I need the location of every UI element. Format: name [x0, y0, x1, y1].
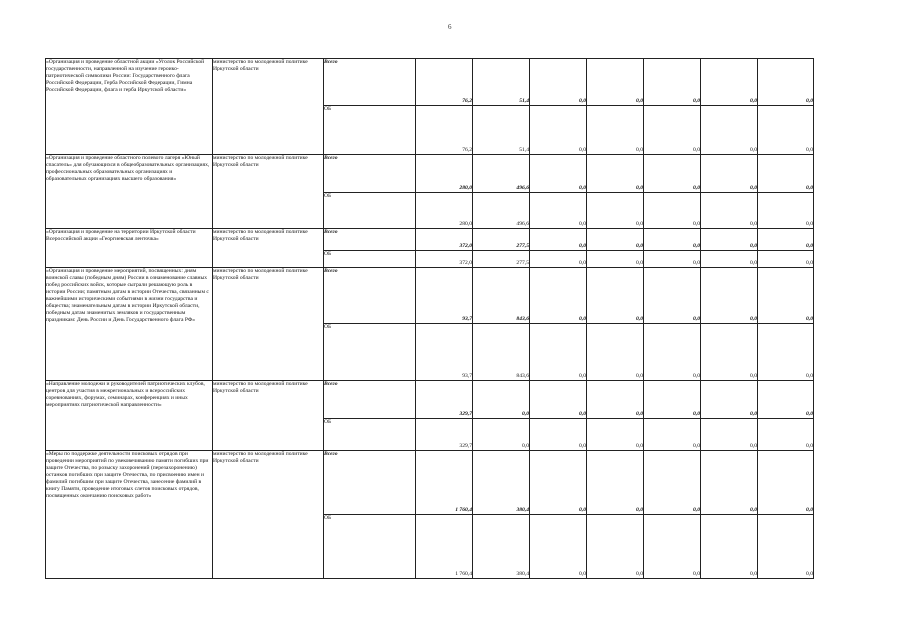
value-cell-total: 0,0	[758, 59, 814, 106]
value-cell-ob: 0,0	[587, 324, 644, 381]
value-cell-total: 0,0	[644, 381, 701, 419]
value-cell-ob: 0,0	[530, 515, 587, 579]
table-row-total	[46, 229, 814, 251]
value-cell-total: 0,0	[701, 229, 758, 251]
funding-source-ob: ОБ	[324, 106, 416, 155]
value-cell-total: 0,0	[587, 155, 644, 193]
value-cell-total: 0,0	[644, 268, 701, 324]
value-cell-total: 0,0	[587, 59, 644, 106]
executor-cell: министерство по молодежной политике Иркутской области	[213, 268, 324, 381]
value-cell-total: 0,0	[644, 451, 701, 515]
value-cell-total: 1 760,4	[416, 451, 473, 515]
funding-source-total: Всего	[324, 451, 416, 515]
value-cell-ob: 0,0	[644, 193, 701, 229]
value-cell-total: 329,7	[416, 381, 473, 419]
value-cell-ob: 0,0	[530, 251, 587, 268]
value-cell-total: 76,2	[416, 59, 473, 106]
value-cell-ob: 277,5	[473, 251, 530, 268]
value-cell-ob: 0,0	[701, 419, 758, 451]
value-cell-ob: 0,0	[644, 515, 701, 579]
value-cell-ob: 0,0	[758, 251, 814, 268]
value-cell-ob: 51,4	[473, 106, 530, 155]
value-cell-total: 0,0	[530, 59, 587, 106]
event-name-cell: «Организация и проведение на территории Иркутской области Всероссийской акции «Георгиевская ленточка»	[46, 229, 213, 268]
value-cell-ob: 0,0	[644, 324, 701, 381]
value-cell-ob: 0,0	[587, 515, 644, 579]
table-row-total	[46, 381, 814, 419]
value-cell-total: 0,0	[587, 268, 644, 324]
funding-source-ob: ОБ	[324, 251, 416, 268]
table-row-total	[46, 451, 814, 515]
value-cell-ob: 93,7	[416, 324, 473, 381]
event-name-cell: «Направление молодежи и руководителей патриотических клубов, центров для участия в межрегиональных и всероссийских соревнованиях, форумах, семинарах, конференциях и иных мероприятиях патриотической направленности»	[46, 381, 213, 451]
value-cell-ob: 0,0	[530, 193, 587, 229]
value-cell-ob: 0,0	[587, 419, 644, 451]
value-cell-total: 0,0	[644, 229, 701, 251]
value-cell-total: 0,0	[587, 451, 644, 515]
value-cell-ob: 380,4	[473, 515, 530, 579]
value-cell-total: 0,0	[701, 59, 758, 106]
value-cell-ob: 0,0	[701, 193, 758, 229]
value-cell-total: 380,4	[473, 451, 530, 515]
value-cell-ob: 0,0	[701, 106, 758, 155]
value-cell-total: 0,0	[701, 155, 758, 193]
value-cell-ob: 0,0	[587, 193, 644, 229]
value-cell-total: 496,6	[473, 155, 530, 193]
value-cell-ob: 280,0	[416, 193, 473, 229]
funding-source-total: Всего	[324, 381, 416, 419]
table-row-total	[46, 59, 814, 106]
value-cell-total: 0,0	[758, 155, 814, 193]
value-cell-ob: 0,0	[758, 106, 814, 155]
value-cell-total: 0,0	[530, 268, 587, 324]
value-cell-ob: 0,0	[587, 106, 644, 155]
funding-source-ob: ОБ	[324, 193, 416, 229]
value-cell-total: 277,5	[473, 229, 530, 251]
table-row-total	[46, 268, 814, 324]
budget-table	[45, 58, 814, 579]
value-cell-ob: 496,6	[473, 193, 530, 229]
value-cell-total: 93,7	[416, 268, 473, 324]
value-cell-total: 0,0	[758, 451, 814, 515]
funding-source-total: Всего	[324, 59, 416, 106]
executor-cell: министерство по молодежной политике Иркутской области	[213, 229, 324, 268]
funding-source-total: Всего	[324, 155, 416, 193]
event-name-cell: «Меры по поддержке деятельности поисковых отрядов при проведении мероприятий по увековечиванию памяти погибших при защите Отечества, по розыску захоронений (перезахоронению) останков погибших при защите Отечества, по присвоению имен и фамилий погибшим при защите Отечества, занесение фамилий в книгу Памяти, проведение итоговых слетов поисковых отрядов, посвященных окончанию поисковых работ»	[46, 451, 213, 579]
funding-source-ob: ОБ	[324, 419, 416, 451]
value-cell-total: 843,6	[473, 268, 530, 324]
value-cell-ob: 1 760,4	[416, 515, 473, 579]
value-cell-ob: 0,0	[644, 419, 701, 451]
value-cell-total: 0,0	[644, 59, 701, 106]
value-cell-ob: 0,0	[644, 106, 701, 155]
value-cell-ob: 0,0	[530, 324, 587, 381]
value-cell-ob: 0,0	[758, 193, 814, 229]
value-cell-total: 0,0	[701, 268, 758, 324]
value-cell-ob: 0,0	[644, 251, 701, 268]
value-cell-ob: 76,2	[416, 106, 473, 155]
value-cell-ob: 372,0	[416, 251, 473, 268]
value-cell-ob: 0,0	[587, 251, 644, 268]
funding-source-ob: ОБ	[324, 515, 416, 579]
value-cell-total: 51,4	[473, 59, 530, 106]
event-name-cell: «Организация и проведение областной акции «Уголок Российской государственности, направленной на изучение героико-патриотической символики России: Государственного флага Российской Федерации, Герба Российской Федерации, Гимна Российской Федерации, флага и герба Иркутской области»	[46, 59, 213, 155]
value-cell-ob: 0,0	[701, 324, 758, 381]
value-cell-total: 0,0	[644, 155, 701, 193]
value-cell-total: 0,0	[587, 381, 644, 419]
value-cell-ob: 0,0	[758, 419, 814, 451]
value-cell-total: 372,0	[416, 229, 473, 251]
value-cell-total: 0,0	[473, 381, 530, 419]
funding-source-total: Всего	[324, 268, 416, 324]
value-cell-total: 0,0	[530, 381, 587, 419]
value-cell-ob: 0,0	[758, 324, 814, 381]
value-cell-ob: 0,0	[530, 419, 587, 451]
value-cell-total: 0,0	[587, 229, 644, 251]
funding-source-total: Всего	[324, 229, 416, 251]
value-cell-total: 0,0	[758, 229, 814, 251]
value-cell-ob: 0,0	[701, 515, 758, 579]
value-cell-ob: 329,7	[416, 419, 473, 451]
page-number: 6	[448, 23, 452, 31]
value-cell-total: 0,0	[701, 451, 758, 515]
value-cell-total: 0,0	[758, 268, 814, 324]
value-cell-total: 0,0	[701, 381, 758, 419]
executor-cell: министерство по молодежной политике Иркутской области	[213, 59, 324, 155]
value-cell-ob: 0,0	[473, 419, 530, 451]
executor-cell: министерство по молодежной политике Иркутской области	[213, 381, 324, 451]
funding-source-ob: ОБ	[324, 324, 416, 381]
executor-cell: министерство по молодежной политике Иркутской области	[213, 155, 324, 229]
executor-cell: министерство по молодежной политике Иркутской области	[213, 451, 324, 579]
event-name-cell: «Организация и проведение мероприятий, посвященных: дням воинской славы (победным дням) России в ознаменование славных побед российских войск, которые сыграли решающую роль в истории России; памятным датам в истории Отечества, связанным с важнейшими историческими событиями в жизни государства и общества; знаменательным датам в истории Иркутской области, победным датам знаменитых земляков и государственным праздникам: День России и День Государственного флага РФ»	[46, 268, 213, 381]
value-cell-total: 0,0	[758, 381, 814, 419]
value-cell-ob: 843,6	[473, 324, 530, 381]
value-cell-total: 0,0	[530, 155, 587, 193]
value-cell-total: 0,0	[530, 229, 587, 251]
table-row-total	[46, 155, 814, 193]
value-cell-ob: 0,0	[758, 515, 814, 579]
value-cell-total: 0,0	[530, 451, 587, 515]
value-cell-ob: 0,0	[701, 251, 758, 268]
table-body	[46, 59, 814, 579]
event-name-cell: «Организация и проведение областного полевого лагеря «Юный спасатель» для обучающихся в общеобразовательных организациях, профессиональных образовательных организациях и образовательных организациях высшего образования»	[46, 155, 213, 229]
value-cell-ob: 0,0	[530, 106, 587, 155]
value-cell-total: 280,0	[416, 155, 473, 193]
